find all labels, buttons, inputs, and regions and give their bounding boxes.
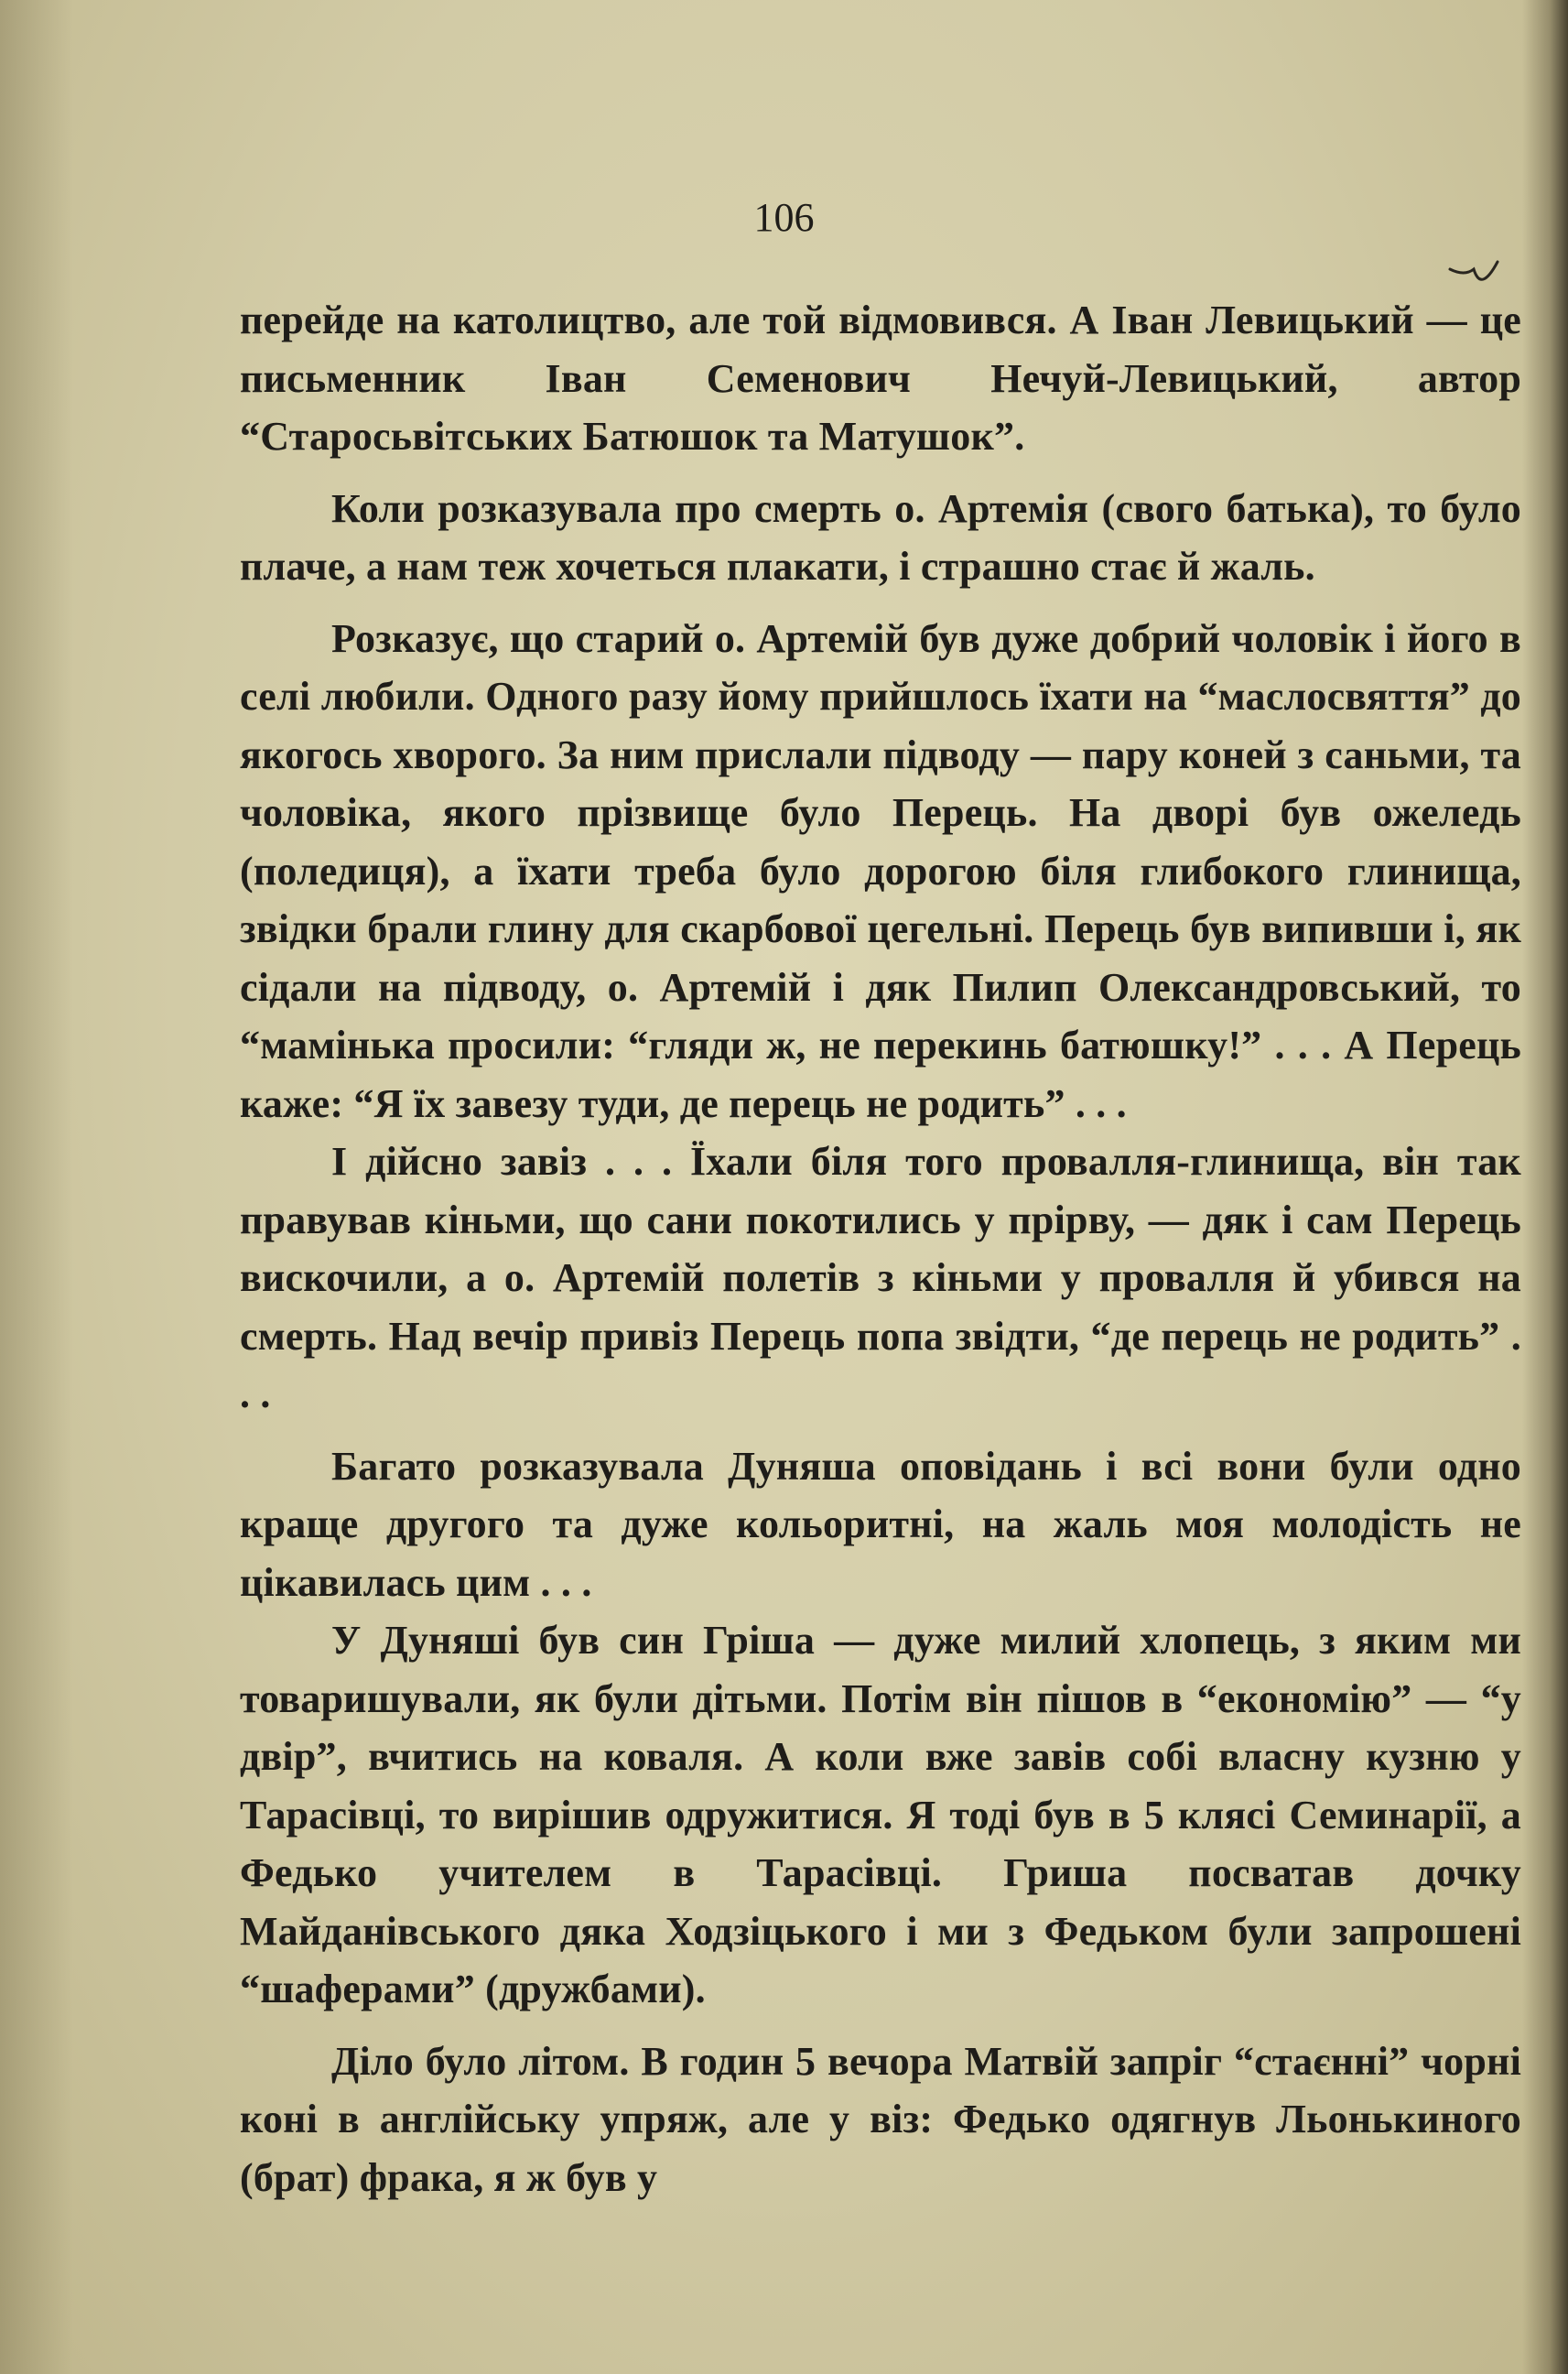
page-binding-shadow bbox=[1522, 0, 1568, 2374]
paragraph-7: Діло було літом. В годин 5 вечора Матвій запріг “стаєнні” чорні коні в англійську упряж, але у віз: Федько одягнув Льонькиного (брат) фрака, я ж був у bbox=[240, 2038, 1521, 2200]
paragraph-6: У Дуняші був син Гріша — дуже милий хлопець, з яким ми товаришували, як були дітьми. Потім він пішов в “економію” — “у двір”, вчитись на коваля. А коли вже завів собі власну кузню у Тарасівці, то вирішив одружитися. Я тоді був в 5 клясі Семинарії, а Федько учителем в Тарасівці. Гриша посватав дочку Майданівського дяка Ходзіцького і ми з Федьком були запрошені “шаферами” (дружбами). bbox=[240, 1618, 1521, 2011]
paragraph-5: Багато розказувала Дуняша оповідань і всі вони були одно краще другого та дуже кольоритні, на жаль моя молодість не цікавилась цим . . . bbox=[240, 1443, 1521, 1605]
paragraph-1: перейде на католицтво, але той відмовився. А Іван Левицький — це письменник Іван Семенович Нечуй-Левицький, автор “Старосьвітських Батюшок та Матушок”. bbox=[240, 298, 1521, 459]
page-left-shade bbox=[0, 0, 73, 2374]
paragraph-2: Коли розказувала про смерть о. Артемія (свого батька), то було плаче, а нам теж хочеться плакати, і страшно стає й жаль. bbox=[240, 485, 1521, 589]
paragraph-3: Розказує, що старий о. Артемій був дуже добрий чоловік і його в селі любили. Одного разу йому прийшлось їхати на “маслосвяття” до якогось хворого. За ним прислали підводу — пару коней з саньми, та чоловіка, якого прізвище було Перець. На дворі був ожеледь (поледиця), а їхати треба було дорогою біля глибокого глинища, звідки брали глину для скарбової цегельні. Перець був випивши і, як сідали на підводу, о. Артемій і дяк Пилип Олександровський, то “мамінька просили: “гляди ж, не перекинь батюшку!” . . . А Перець каже: “Я їх завезу туди, де перець не родить” . . . bbox=[240, 615, 1521, 1126]
page-number: 106 bbox=[753, 195, 815, 240]
paragraph-4: І дійсно завіз . . . Їхали біля того провалля-глинища, він так правував кіньми, що сани покотились у прірву, — дяк і сам Перець вискочили, а о. Артемій полетів з кіньми у провалля й убився на смерть. Над вечір привіз Перець попа звідти, “де перець не родить” . . . bbox=[240, 1139, 1521, 1416]
body-text bbox=[240, 291, 1521, 2206]
